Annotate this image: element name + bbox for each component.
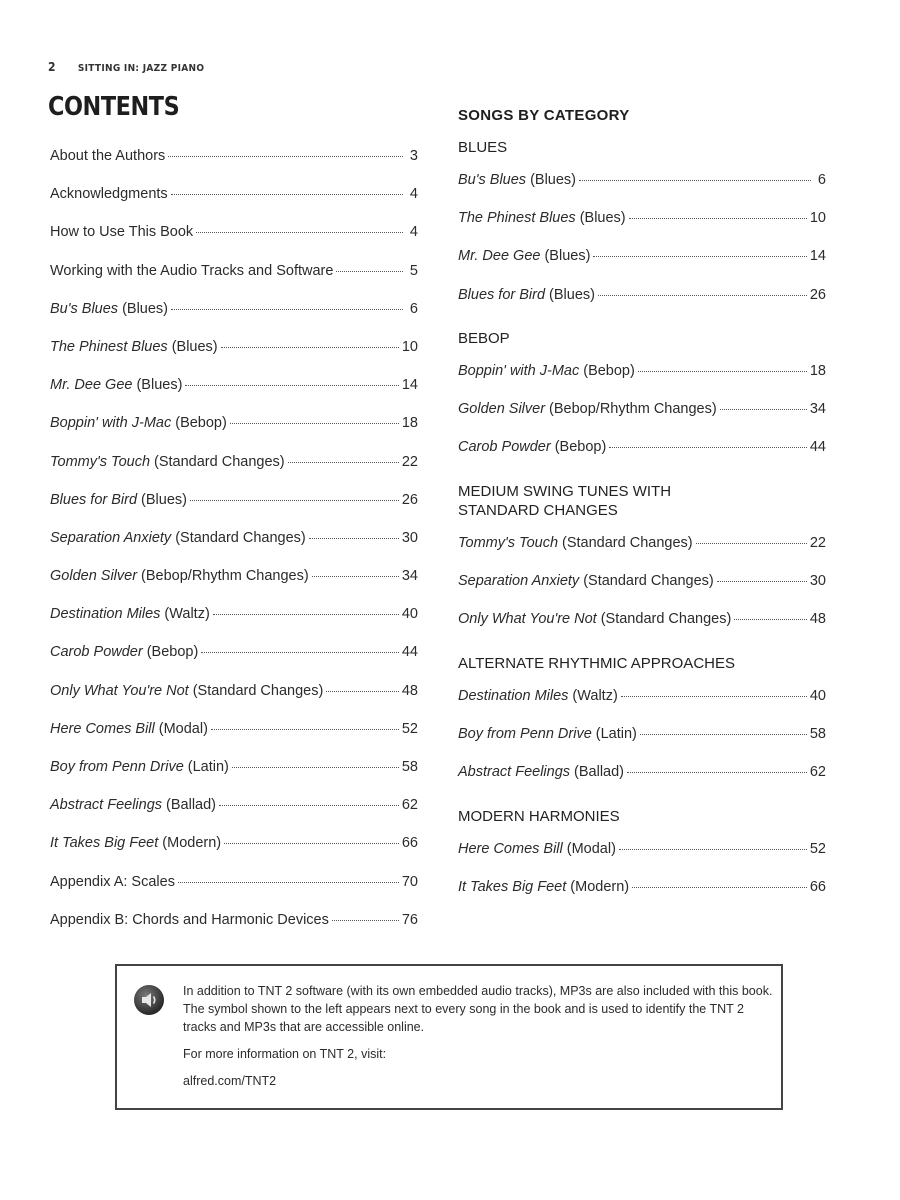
dot-leader — [579, 180, 811, 181]
toc-entry — [50, 481, 418, 519]
category-list — [458, 352, 826, 467]
toc-entry — [458, 715, 826, 753]
dot-leader — [288, 462, 399, 463]
toc-entry-category: (Bebop) — [146, 644, 199, 661]
toc-entry-category: (Standard Changes) — [192, 682, 324, 699]
toc-entry-title: Here Comes Bill — [50, 720, 155, 737]
toc-entry-page: 5 — [409, 262, 418, 279]
toc-entry-page: 62 — [809, 764, 826, 781]
toc-entry — [50, 901, 418, 939]
toc-entry — [458, 276, 826, 314]
dot-leader — [230, 423, 399, 424]
toc-entry — [458, 753, 826, 791]
toc-entry-page: 14 — [809, 248, 826, 265]
toc-entry-page: 58 — [809, 726, 826, 743]
toc-entry-category: (Bebop) — [175, 415, 227, 432]
toc-entry — [50, 557, 418, 595]
dot-leader — [196, 232, 403, 233]
toc-entry-title: The Phinest Blues — [458, 210, 576, 227]
toc-entry-page: 4 — [409, 224, 418, 241]
toc-entry-title: Separation Anxiety — [458, 573, 580, 590]
toc-entry — [50, 519, 418, 557]
toc-entry-category: (Blues) — [136, 377, 183, 394]
dot-leader — [190, 500, 399, 501]
toc-entry-title: Blues for Bird — [458, 286, 546, 303]
toc-entry-category: (Bebop/Rhythm Changes) — [549, 401, 717, 418]
toc-entry-category: (Blues) — [171, 338, 218, 355]
toc-entry-category: (Standard Changes) — [154, 453, 285, 470]
dot-leader — [185, 385, 398, 386]
toc-entry — [458, 677, 826, 715]
toc-entry — [50, 633, 418, 671]
dot-leader — [312, 576, 399, 577]
toc-entry-page: 44 — [809, 439, 826, 456]
category-heading-line: MEDIUM SWING TUNES WITH — [458, 483, 672, 500]
toc-entry-title: Boy from Penn Drive — [458, 726, 592, 743]
toc-entry-category: (Modern) — [570, 879, 630, 896]
dot-leader — [178, 882, 399, 883]
category-heading — [458, 807, 620, 826]
toc-entry-page: 66 — [809, 879, 826, 896]
dot-leader — [598, 295, 807, 296]
category-heading-line: BLUES — [458, 139, 508, 156]
dot-leader — [232, 767, 399, 768]
dot-leader — [619, 849, 807, 850]
dot-leader — [171, 194, 403, 195]
toc-entry — [458, 868, 826, 906]
toc-entry-title: Working with the Audio Tracks and Software — [50, 262, 334, 279]
toc-entry-title: Separation Anxiety — [50, 529, 172, 546]
dot-leader — [638, 371, 807, 372]
audio-note-body: In addition to TNT 2 software (with its own embedded audio tracks), MP3s are also included with this book. The symbol shown to the left appears next to every song in the book and is used to identify the TNT 2 tracks and MP3s that are accessible online. — [183, 984, 773, 1034]
toc-entry-title: Only What You're Not — [458, 611, 597, 628]
toc-entry-title: Blues for Bird — [50, 491, 138, 508]
toc-entry — [50, 786, 418, 824]
dot-leader — [632, 887, 807, 888]
dot-leader — [219, 805, 399, 806]
toc-entry — [50, 328, 418, 366]
toc-entry-title: Appendix A: Scales — [50, 873, 175, 890]
songs-by-category-title: SONGS BY CATEGORY — [458, 107, 630, 124]
toc-entry-category: (Ballad) — [574, 764, 624, 781]
toc-entry-page: 52 — [401, 720, 418, 737]
toc-entry — [458, 199, 826, 237]
toc-entry-title: Destination Miles — [458, 688, 569, 704]
toc-entry — [50, 175, 418, 213]
toc-entry — [50, 443, 418, 481]
toc-entry-category: (Bebop/Rhythm Changes) — [141, 568, 309, 585]
toc-entry — [50, 824, 418, 862]
dot-leader — [734, 619, 807, 620]
toc-entry-title: Golden Silver — [458, 401, 546, 418]
toc-entry — [458, 237, 826, 275]
dot-leader — [326, 691, 399, 692]
dot-leader — [221, 347, 399, 348]
toc-entry-page: 34 — [809, 401, 826, 418]
toc-entry — [458, 830, 826, 868]
toc-entry-category: (Blues) — [122, 300, 168, 317]
toc-entry-title: Boppin' with J-Mac — [50, 415, 172, 432]
toc-entry-category: (Modal) — [158, 720, 208, 737]
toc-entry-category: (Ballad) — [166, 797, 216, 814]
toc-entry-page: 76 — [401, 911, 418, 928]
toc-entry-category: (Waltz) — [164, 606, 210, 623]
toc-entry-page: 48 — [809, 611, 826, 628]
toc-entry-title: It Takes Big Feet — [458, 879, 567, 896]
contents-title: CONTENTS — [48, 92, 180, 122]
toc-entry-category: (Standard Changes) — [600, 611, 732, 628]
toc-entry-title: Abstract Feelings — [458, 764, 571, 781]
dot-leader — [211, 729, 399, 730]
category-list — [458, 830, 826, 906]
toc-entry-page: 3 — [409, 148, 418, 164]
toc-entry-title: Boppin' with J-Mac — [458, 363, 580, 379]
dot-leader — [609, 447, 807, 448]
category-heading-line: STANDARD CHANGES — [458, 502, 618, 519]
toc-entry-category: (Blues) — [141, 491, 187, 508]
toc-entry-title: About the Authors — [50, 148, 166, 164]
toc-entry — [50, 290, 418, 328]
toc-entry-title: Abstract Feelings — [50, 797, 163, 814]
dot-leader — [627, 772, 807, 773]
toc-entry-title: Bu's Blues — [458, 172, 527, 188]
toc-entry-category: (Modern) — [162, 835, 222, 852]
toc-entry — [50, 213, 418, 251]
toc-entry-category: (Latin) — [595, 726, 637, 743]
dot-leader — [332, 920, 399, 921]
contents-list — [50, 137, 418, 939]
toc-entry — [50, 710, 418, 748]
toc-entry-title: Boy from Penn Drive — [50, 759, 184, 775]
toc-entry — [50, 863, 418, 901]
toc-entry — [50, 595, 418, 633]
dot-leader — [593, 256, 806, 257]
category-heading-line: BEBOP — [458, 330, 510, 347]
toc-entry-title: The Phinest Blues — [50, 338, 168, 355]
toc-entry-page: 52 — [809, 841, 826, 857]
toc-entry — [458, 428, 826, 466]
toc-entry-title: Golden Silver — [50, 568, 138, 585]
running-head — [48, 60, 204, 74]
toc-entry-title: Mr. Dee Gee — [458, 248, 541, 265]
dot-leader — [201, 652, 399, 653]
toc-entry-page: 40 — [809, 688, 826, 704]
toc-entry — [458, 390, 826, 428]
audio-note-more-info: For more information on TNT 2, visit: — [183, 1047, 387, 1061]
dot-leader — [640, 734, 807, 735]
toc-entry-page: 44 — [401, 644, 418, 661]
toc-entry-page: 70 — [401, 873, 418, 890]
toc-entry-category: (Blues) — [544, 248, 591, 265]
toc-entry-title: Appendix B: Chords and Harmonic Devices — [50, 911, 329, 928]
toc-entry-page: 48 — [401, 682, 418, 699]
toc-entry — [458, 524, 826, 562]
toc-entry-page: 26 — [809, 286, 826, 303]
toc-entry-title: Only What You're Not — [50, 682, 189, 699]
toc-entry-page: 18 — [401, 415, 418, 432]
category-heading — [458, 654, 735, 673]
toc-entry-category: (Blues) — [549, 286, 595, 303]
toc-entry-category: (Bebop) — [554, 439, 607, 456]
toc-entry-page: 66 — [401, 835, 418, 852]
toc-entry — [458, 352, 826, 390]
audio-note-link[interactable]: alfred.com/TNT2 — [183, 1074, 277, 1088]
toc-entry-category: (Blues) — [530, 172, 576, 188]
toc-entry-title: Bu's Blues — [50, 300, 119, 317]
toc-entry-page: 18 — [809, 363, 826, 379]
toc-entry-page: 14 — [401, 377, 418, 394]
toc-entry — [458, 600, 826, 638]
toc-entry-page: 10 — [401, 338, 418, 355]
toc-entry-title: Mr. Dee Gee — [50, 377, 133, 394]
toc-entry-title: Carob Powder — [50, 644, 143, 661]
category-heading — [458, 329, 510, 348]
dot-leader — [336, 271, 403, 272]
toc-entry-category: (Bebop) — [583, 363, 635, 379]
toc-entry-page: 30 — [401, 529, 418, 546]
speaker-icon — [134, 985, 164, 1015]
toc-entry — [458, 562, 826, 600]
toc-entry-title: Acknowledgments — [50, 186, 168, 203]
page-number: 2 — [48, 60, 56, 74]
toc-entry-title: Tommy's Touch — [458, 535, 559, 551]
category-list — [458, 161, 826, 314]
category-heading-line: MODERN HARMONIES — [458, 808, 620, 825]
toc-entry-title: Destination Miles — [50, 606, 161, 623]
toc-entry-page: 62 — [401, 797, 418, 814]
dot-leader — [720, 409, 807, 410]
toc-entry-category: (Standard Changes) — [583, 573, 714, 590]
toc-entry-category: (Latin) — [187, 759, 229, 775]
dot-leader — [717, 581, 807, 582]
category-heading-line: ALTERNATE RHYTHMIC APPROACHES — [458, 655, 735, 672]
toc-entry — [458, 161, 826, 199]
category-heading — [458, 138, 507, 157]
toc-entry-page: 4 — [409, 186, 418, 203]
toc-entry-category: (Standard Changes) — [175, 529, 306, 546]
dot-leader — [171, 309, 403, 310]
toc-entry-page: 40 — [401, 606, 418, 623]
toc-entry-title: How to Use This Book — [50, 224, 194, 241]
toc-entry-page: 22 — [809, 535, 826, 551]
toc-entry — [50, 252, 418, 290]
toc-entry — [50, 748, 418, 786]
toc-entry-title: Carob Powder — [458, 439, 551, 456]
toc-entry-page: 34 — [401, 568, 418, 585]
toc-entry-page: 30 — [809, 573, 826, 590]
toc-entry-title: Tommy's Touch — [50, 453, 151, 470]
toc-entry-page: 58 — [401, 759, 418, 775]
dot-leader — [629, 218, 807, 219]
toc-entry — [50, 672, 418, 710]
dot-leader — [213, 614, 399, 615]
toc-entry-category: (Modal) — [566, 841, 616, 857]
toc-entry — [50, 366, 418, 404]
toc-entry-title: It Takes Big Feet — [50, 835, 159, 852]
toc-entry-category: (Waltz) — [572, 688, 618, 704]
category-list — [458, 524, 826, 639]
category-heading — [458, 482, 671, 520]
category-list — [458, 677, 826, 792]
toc-entry-page: 6 — [817, 172, 826, 188]
dot-leader — [696, 543, 807, 544]
dot-leader — [224, 843, 399, 844]
dot-leader — [621, 696, 807, 697]
toc-entry-page: 26 — [401, 491, 418, 508]
toc-entry-category: (Standard Changes) — [562, 535, 693, 551]
toc-entry-category: (Blues) — [579, 210, 626, 227]
audio-note-box — [115, 964, 783, 1110]
toc-entry-title: Here Comes Bill — [458, 841, 563, 857]
toc-entry-page: 6 — [409, 300, 418, 317]
toc-entry — [50, 404, 418, 442]
toc-entry-page: 10 — [809, 210, 826, 227]
toc-entry — [50, 137, 418, 175]
dot-leader — [168, 156, 403, 157]
running-title: SITTING IN: JAZZ PIANO — [77, 63, 205, 74]
dot-leader — [309, 538, 399, 539]
toc-entry-page: 22 — [401, 453, 418, 470]
